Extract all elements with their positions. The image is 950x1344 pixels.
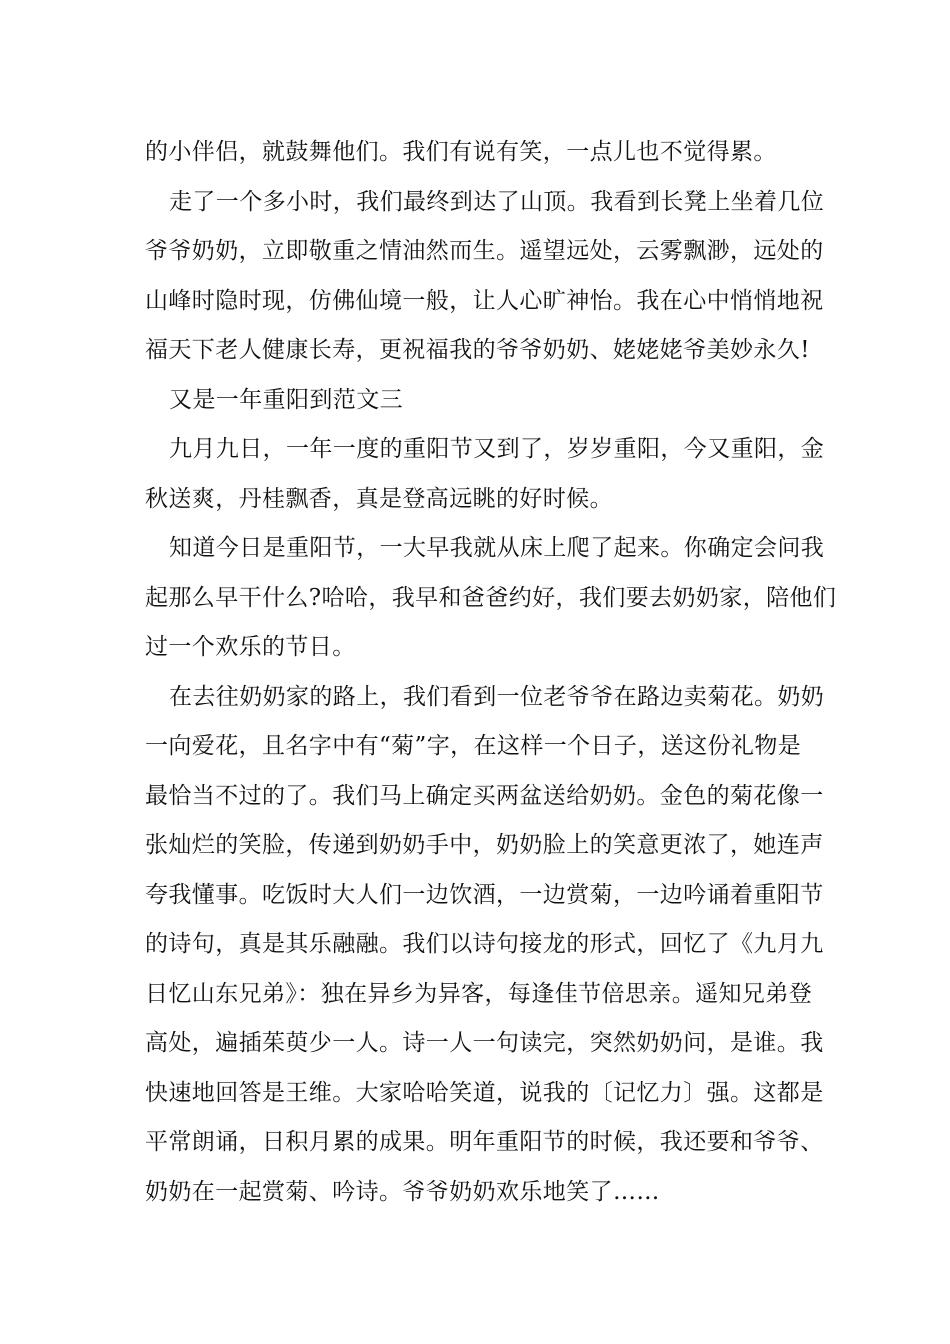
text-line: 奶奶在一起赏菊、吟诗。爷爷奶奶欢乐地笑了……	[145, 1178, 660, 1205]
text-line: 日忆山东兄弟》：独在异乡为异客，每逢佳节倍思亲。遥知兄弟登	[145, 980, 813, 1007]
paragraph-chrysanthemum	[145, 673, 825, 1218]
text-line: 福天下老人健康长寿，更祝福我的爷爷奶奶、姥姥姥爷美妙永久!	[145, 337, 810, 363]
text-line: 高处，遍插茱萸少一人。诗一人一句读完，突然奶奶问，是谁。我	[145, 1030, 824, 1056]
text-line: 爷爷奶奶，立即敬重之情油然而生。遥望远处，云雾飘渺，远处的	[145, 238, 824, 264]
text-line: 最恰当不过的了。我们马上确定买两盆送给奶奶。金色的菊花像一	[145, 782, 824, 809]
paragraph-early-morning	[145, 524, 837, 673]
text-line: 知道今日是重阳节，一大早我就从床上爬了起来。你确定会问我	[169, 535, 825, 561]
text-line: 张灿烂的笑脸，传递到奶奶手中，奶奶脸上的笑意更浓了，她连声	[145, 832, 824, 858]
text-line: 秋送爽，丹桂飘香，真是登高远眺的好时候。	[145, 485, 613, 512]
text-line: 一向爱花，且名字中有“菊”字，在这样一个日子，送这份礼物是	[145, 733, 802, 759]
text-line: 走了一个多小时，我们最终到达了山顶。我看到长凳上坐着几位	[169, 188, 825, 215]
text-line: 快速地回答是王维。大家哈哈笑道，说我的〔记忆力〕强。这都是	[145, 1079, 824, 1106]
section-heading	[145, 376, 809, 426]
paragraph-continuation	[145, 128, 809, 178]
text-line: 在去往奶奶家的路上，我们看到一位老爷爷在路边卖菊花。奶奶	[169, 683, 825, 710]
document-body	[145, 128, 837, 1217]
text-line: 山峰时隐时现，仿佛仙境一般，让人心旷神怡。我在心中悄悄地祝	[145, 287, 824, 314]
text-line: 的诗句，真是其乐融融。我们以诗句接龙的形式，回忆了《九月九	[145, 931, 824, 957]
text-line: 过一个欢乐的节日。	[145, 634, 356, 660]
text-line: 起那么早干什么?哈哈，我早和爸爸约好，我们要去奶奶家，陪他们	[145, 584, 837, 611]
paragraph-mountain-top	[145, 178, 825, 376]
text-line: 九月九日，一年一度的重阳节又到了，岁岁重阳，今又重阳，金	[169, 436, 825, 462]
text-line: 夸我懂事。吃饭时大人们一边饮酒，一边赏菊，一边吟诵着重阳节	[145, 881, 824, 908]
text-line: 的小伴侣，就鼓舞他们。我们有说有笑，一点儿也不觉得累。	[145, 139, 777, 165]
paragraph-double-ninth	[145, 425, 825, 524]
text-line: 平常朗诵，日积月累的成果。明年重阳节的时候，我还要和爷爷、	[145, 1129, 824, 1155]
heading-text: 又是一年重阳到范文三	[169, 386, 403, 413]
